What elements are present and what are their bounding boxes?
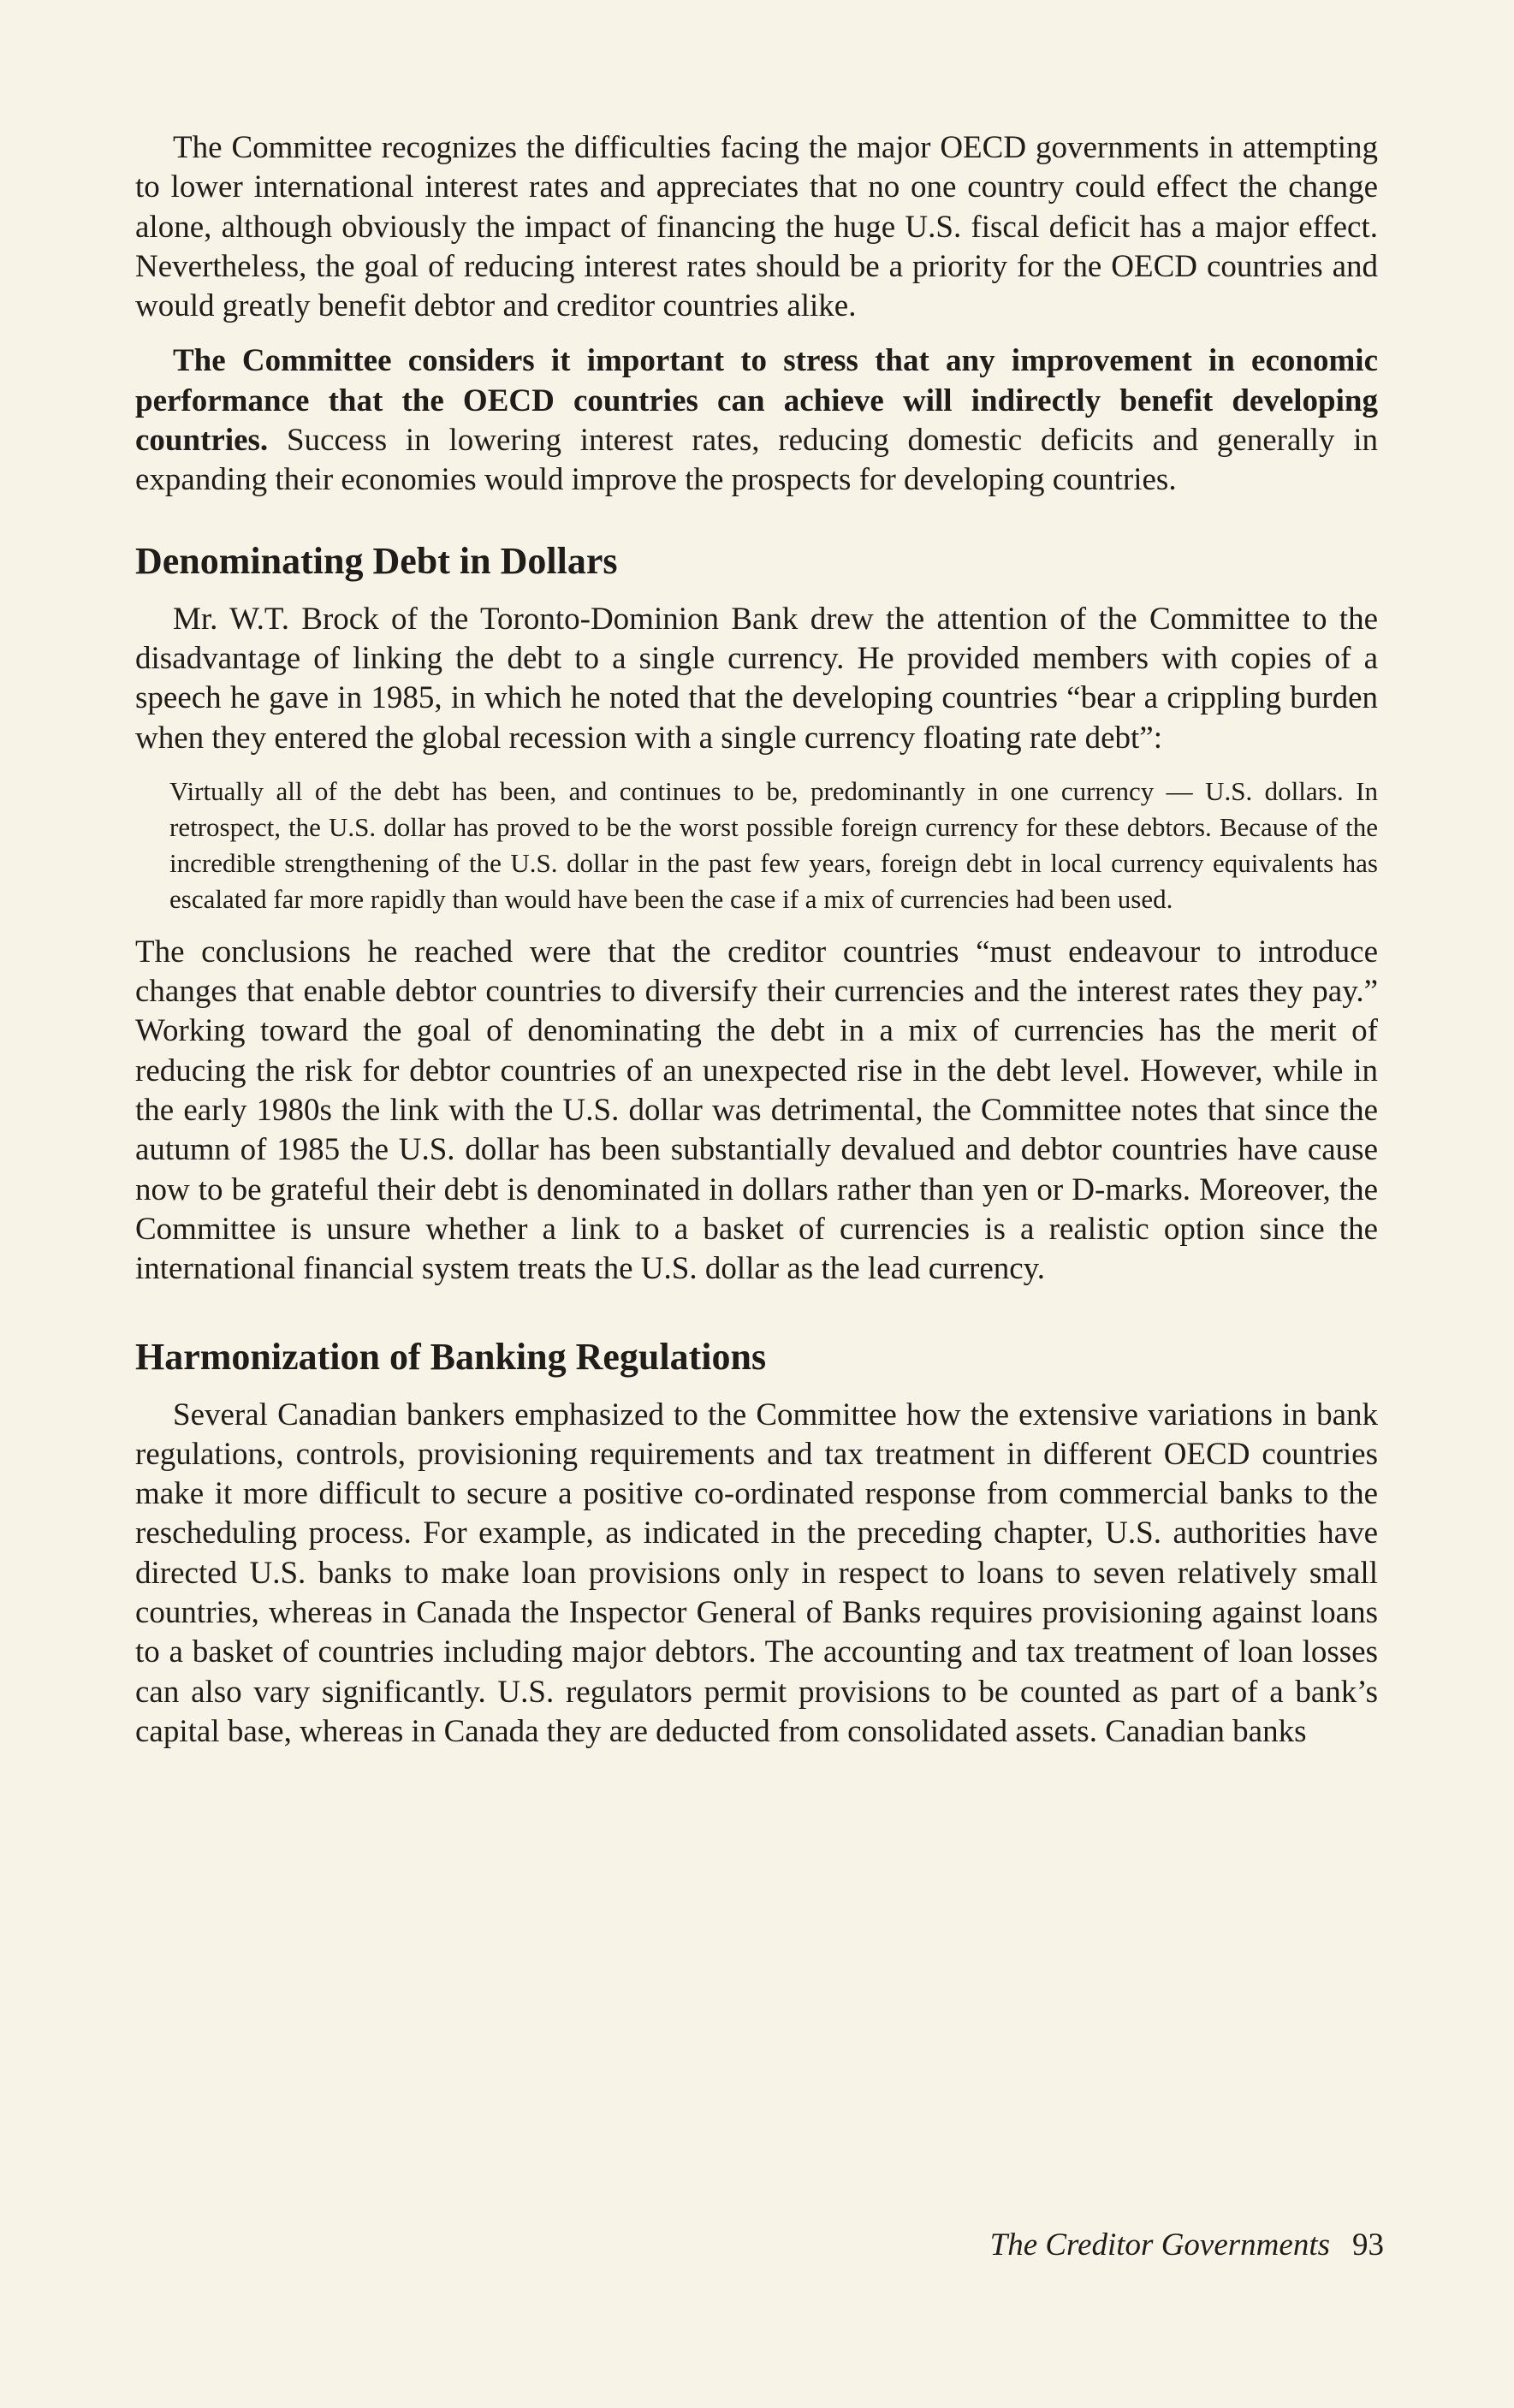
paragraph-conclusions: The conclusions he reached were that the creditor countries “must endeavour to introduce changes that enable debtor countries to diversify their currencies and the interest rates they pay.” Working toward the goal of denominating the debt in a mix of currencies has the merit of reducing the risk for debtor countries of an unexpected rise in the debt level. However, while in the early 1980s the link with the U.S. dollar was detrimental, the Committee notes that since the autumn of 1985 the U.S. dollar has been substantially devalued and debtor countries have cause now to be grateful their debt is denominated in dollars rather than yen or D-marks. Moreover, the Committee is unsure whether a link to a basket of currencies is a realistic option since the international financial system treats the U.S. dollar as the lead currency. [135, 934, 1378, 1287]
block-quote: Virtually all of the debt has been, and continues to be, predominantly in one currency — U.S. dollars. In retrospect, the U.S. dollar has proved to be the worst possible foreign currency for these debtors. Because of the incredible strengthening of the U.S. dollar in the past few years, foreign debt in local currency equivalents has escalated far more rapidly than would have been the case if a mix of currencies had been used. [169, 775, 1378, 914]
running-title: The Creditor Governments [989, 2227, 1330, 2263]
paragraph-oecd-performance [135, 341, 1378, 500]
section-heading-denominating-debt: Denominating Debt in Dollars [135, 539, 618, 582]
paragraph-canadian-bankers: Several Canadian bankers emphasized to the Committee how the extensive variations in bank regulations, controls, provisioning requirements and tax treatment in different OECD countries make it more difficult to secure a positive co-ordinated response from commercial banks to the rescheduling process. For example, as indicated in the preceding chapter, U.S. authorities have directed U.S. banks to make loan provisions only in respect to loans to seven relatively small countries, whereas in Canada the Inspector General of Banks requires provisioning against loans to a basket of countries including major debtors. The accounting and tax treatment of loan losses can also vary significantly. U.S. regulators permit provisions to be counted as part of a bank’s capital base, whereas in Canada they are deducted from consolidated assets. Canadian banks [135, 1397, 1378, 1749]
paragraph-brock-speech: Mr. W.T. Brock of the Toronto-Dominion Bank drew the attention of the Committee to the disadvantage of linking the debt to a single currency. He provided members with copies of a speech he gave in 1985, in which he noted that the developing countries “bear a crippling burden when they entered the global recession with a single currency floating rate debt”: [135, 601, 1378, 756]
page-body [135, 128, 1378, 1752]
emphasis-text: The Committee considers it important to stress that any improvement in economic performance that the OECD countries can achieve will indirectly benefit developing countries. [135, 343, 1378, 459]
page-footer [990, 2227, 1384, 2263]
page-number: 93 [1352, 2227, 1384, 2263]
section-heading-harmonization: Harmonization of Banking Regulations [135, 1335, 767, 1378]
paragraph-text: Success in lowering interest rates, reducing domestic deficits and generally in expanding their economies would improve the prospects for developing countries. [135, 423, 1378, 498]
paragraph-interest-rates: The Committee recognizes the difficulties facing the major OECD governments in attempting to lower international interest rates and appreciates that no one country could effect the change alone, although obviously the impact of financing the huge U.S. fiscal deficit has a major effect. Nevertheless, the goal of reducing interest rates should be a priority for the OECD countries and would greatly benefit debtor and creditor countries alike. [135, 130, 1378, 324]
